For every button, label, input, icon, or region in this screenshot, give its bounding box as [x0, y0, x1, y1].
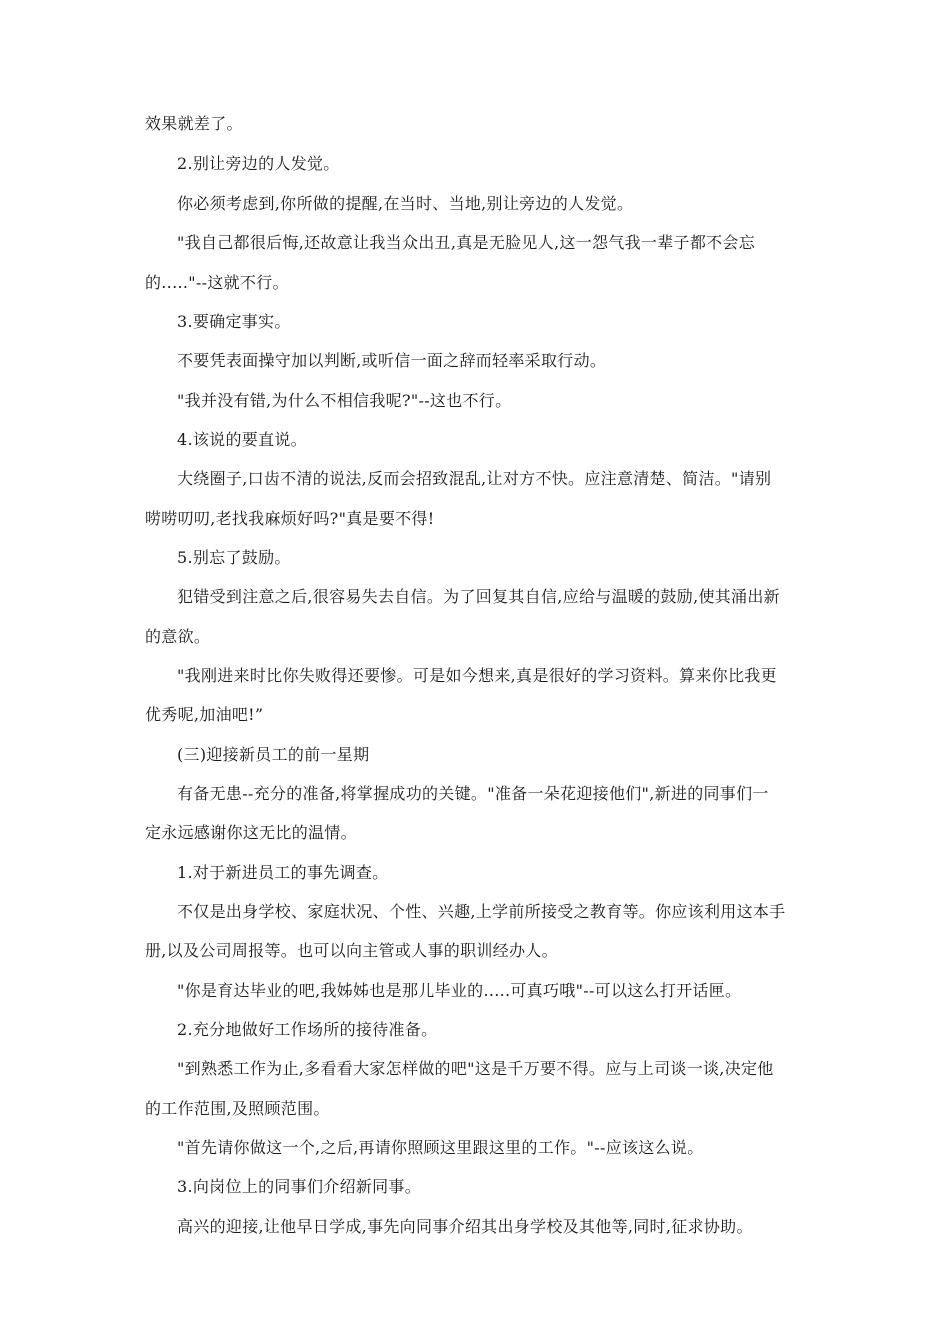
text-line: 你必须考虑到,你所做的提醒,在当时、当地,别让旁边的人发觉。 [177, 194, 634, 213]
text-line: 册,以及公司周报等。也可以向主管或人事的职训经办人。 [145, 941, 558, 960]
text-line: 4.该说的要直说。 [177, 430, 307, 449]
text-line: (三)迎接新员工的前一星期 [177, 745, 370, 764]
text-line: 大绕圈子,口齿不清的说法,反而会招致混乱,让对方不快。应注意清楚、简洁。"请别 [177, 469, 772, 488]
text-line: 犯错受到注意之后,很容易失去自信。为了回复其自信,应给与温暖的鼓励,使其涌出新 [177, 587, 780, 606]
text-line: 高兴的迎接,让他早日学成,事先向同事介绍其出身学校及其他等,同时,征求协助。 [177, 1217, 753, 1236]
text-line: 1.对于新进员工的事先调查。 [177, 863, 389, 882]
text-line: 的意欲。 [145, 627, 211, 646]
text-line: "到熟悉工作为止,多看看大家怎样做的吧"这是千万要不得。应与上司谈一谈,决定他 [177, 1059, 774, 1078]
text-line: 3.向岗位上的同事们介绍新同事。 [177, 1177, 422, 1196]
text-line: 的工作范围,及照顾范围。 [145, 1099, 330, 1118]
text-line: 定永远感谢你这无比的温情。 [145, 823, 357, 842]
text-line: 唠唠叨叨,老找我麻烦好吗?"真是要不得! [145, 509, 435, 528]
text-line: 2.别让旁边的人发觉。 [177, 154, 340, 173]
text-line: "首先请你做这一个,之后,再请你照顾这里跟这里的工作。"--应该这么说。 [177, 1138, 704, 1157]
text-line: 不仅是出身学校、家庭状况、个性、兴趣,上学前所接受之教育等。你应该利用这本手 [177, 902, 786, 921]
text-line: 的....."--这就不行。 [145, 273, 289, 292]
text-line: 5.别忘了鼓励。 [177, 548, 291, 567]
text-line: "我刚进来时比你失败得还要惨。可是如今想来,真是很好的学习资料。算来你比我更 [177, 666, 777, 685]
text-line: 不要凭表面操守加以判断,或听信一面之辞而轻率采取行动。 [177, 351, 607, 370]
text-line: 效果就差了。 [145, 114, 243, 133]
text-line: "我自己都很后悔,还故意让我当众出丑,真是无脸见人,这一怨气我一辈子都不会忘 [177, 233, 756, 252]
text-line: 优秀呢,加油吧!” [145, 705, 264, 724]
text-line: "你是育达毕业的吧,我姊姊也是那儿毕业的.....可真巧哦"--可以这么打开话匣。 [177, 981, 742, 1000]
text-line: 3.要确定事实。 [177, 312, 291, 331]
text-line: 2.充分地做好工作场所的接待准备。 [177, 1020, 438, 1039]
text-line: "我并没有错,为什么不相信我呢?"--这也不行。 [177, 391, 512, 410]
text-line: 有备无患--充分的准备,将掌握成功的关键。"准备一朵花迎接他们",新进的同事们一 [177, 784, 769, 803]
